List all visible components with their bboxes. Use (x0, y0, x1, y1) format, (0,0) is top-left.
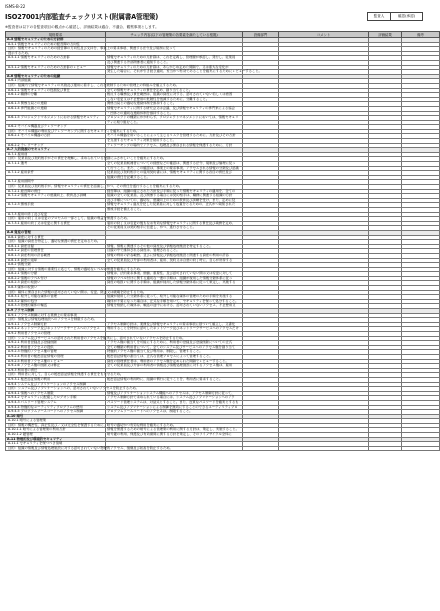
requirement-cell: 提示するため。 (6, 51, 106, 56)
requirement-cell: A.10.1.1 暗号による管理策の利用方針 (6, 428, 106, 433)
requirement-cell: 目的：雇用の終了又は変更のプロセスの一部として、組織の利益を保護するため。 (6, 217, 106, 222)
requirement-cell: 目的：組織内で情報セキュリティの実施及び運用に着手し、これを統制するための管理上の枠組みを確立するため。 (6, 83, 106, 88)
requirement-cell: 目的：組織の情報及び情報処理施設に対する認可されていない物理的アクセス、損傷及び妨害を防止するため。 (6, 446, 106, 451)
check-content-cell: 情報を保護するための暗号による管理策の利用に関する方針は、策定し、実施すること。 (106, 428, 243, 433)
requirement-cell: A.8.1.4 資産の返却 (6, 258, 106, 263)
requirement-cell: A.9.1.1 アクセス制御方針 (6, 322, 106, 327)
approval-date-box: 確認(承認) (390, 12, 423, 21)
check-content-cell: プロジェクトの種類にかかわらず、プロジェクトマネジメントにおいては、情報セキュリ (106, 116, 243, 121)
subsection-row (6, 446, 440, 451)
requirement-cell: 目的：組織に対する情報の重要性に応じて、情報の適切なレベルの保護を確実にするため。 (6, 267, 106, 272)
check-content-cell: 関係当局との適切な連絡体制を維持すること。 (106, 102, 243, 107)
requirement-cell: A.10.1.2 鍵管理 (6, 433, 106, 438)
requirement-cell: A.8.2.2 情報のラベル付け (6, 276, 106, 281)
requirement-cell: A.8.3.3 物理的媒体の輸送 (6, 304, 106, 309)
requirement-cell: A.9.2 利用者アクセスの管理 (6, 332, 106, 337)
check-content-cell: 全ての従業員及び外部の利用者は、雇用、契約又は合意の終了時に、自らが所持する (106, 258, 243, 263)
check-content-cell: 懲戒手続を備えること。 (106, 207, 243, 212)
requirement-cell: A.11 物理的及び環境的セキュリティ (6, 437, 106, 442)
requirement-cell: A.11.1 セキュリティを保つべき領域 (6, 442, 106, 447)
check-content-cell: プログラムソースコードへのアクセスは、制限すること。 (106, 410, 243, 415)
document-title: ISO27001内部監査チェックリスト(附属書A管理策) (5, 13, 159, 21)
check-content-cell: 情報、情報に関連するその他の資産及び情報処理施設を特定すること。 (106, 244, 243, 249)
check-content-cell: 組織の全ての従業員、及び関係する場合には契約相手は、職務に関連する組織の方針 (106, 194, 243, 199)
check-content-cell: 及び関連する外部関係者に通知すること。 (106, 60, 243, 65)
check-content-cell: アクセス制御方針で求められている場合には、システム及びアプリケーションへのアク (106, 396, 243, 401)
requirement-cell: A.9.1.2 ネットワーク及びネットワークサービスへのアクセス (6, 327, 106, 332)
header-remarks: 備考 (402, 32, 440, 38)
checklist-table (5, 31, 440, 451)
check-content-cell: 経営陣は、組織の確立された方針及び手順に従った情報セキュリティの適用を、全ての (106, 189, 243, 194)
check-content-cell: ティに取り組むこと。 (106, 120, 243, 125)
check-content-cell: 情報の利用の許容範囲、並びに情報及び情報処理施設と関連する資産の利用の許容 (106, 253, 243, 258)
requirement-cell: A.9.4.1 情報へのアクセス制限 (6, 391, 106, 396)
requirement-cell: A.8.1.3 資産利用の許容範囲 (6, 253, 106, 258)
check-content-cell: 目録の中で維持される資産は、管理されること。 (106, 249, 243, 254)
requirement-cell: A.8 資産の管理 (6, 230, 106, 235)
header-check-content: チェック内容(以下の管理策の各要素を満たしている根拠) (106, 32, 243, 38)
requirement-cell: A.5 情報セキュリティのための方針群 (6, 38, 106, 43)
requirement-cell: A.7.2.3 懲戒手続 (6, 203, 106, 208)
result-cell[interactable] (369, 446, 402, 451)
requirement-cell: A.9.2.2 利用者アクセスの提供 (6, 345, 106, 350)
requirement-cell: A.8.1.2 資産の管理責任 (6, 249, 106, 254)
comment-cell[interactable] (279, 446, 369, 451)
requirement-cell: A.6.1.5 プロジェクトマネジメントにおける情報セキュリティ (6, 116, 106, 121)
requirement-cell: A.8.3 媒体の取扱い (6, 286, 106, 291)
requirement-cell: 目的：情報セキュリティのための経営陣の方向性及び支持を、事業上の要求事項、関連する法令及び規制に従って (6, 47, 106, 52)
check-content-cell: 情報及びアプリケーションシステム機能へのアクセスは、アクセス制御方針に従って、 (106, 391, 243, 396)
auditor-box: 監査人 (367, 12, 391, 21)
requirement-cell: A.5.1 情報セキュリティのための経営陣の方向性 (6, 42, 106, 47)
requirement-cell: A.9.2.1 利用者登録及び登録削除 (6, 341, 106, 346)
requirement-cell: A.9.2.5 利用者アクセス権のレビュー (6, 359, 106, 364)
check-content-cell: て行うこと。また、この確認は、事業上の要求事項、アクセスされる情報の分類及び認識 (106, 166, 243, 171)
requirement-cell: A.9.4.5 プログラムソースコードへのアクセス制御 (6, 410, 106, 415)
check-content-cell: アクセス権の割当てを可能にするために、利用者の登録及び登録削除についての正式 (106, 341, 243, 346)
requirement-cell: 目的：従業員及び契約相手がその責任を理解し、求められている役割にふさわしいことを確実にするため。 (6, 157, 106, 162)
requirement-cell: A.6.1 内部組織 (6, 79, 106, 84)
check-content-cell: 相反する職務及び責任範囲は、組織の資産に対する、認可されていない若しくは意図 (106, 93, 243, 98)
remarks-cell[interactable] (402, 446, 440, 451)
check-content-cell: 全ての従業員及び外部の利用者の情報及び情報処理施設に対するアクセス権は、雇用 (106, 364, 243, 369)
check-content-cell: モバイル機器を用いることによって生じるリスクを管理するために、方針及びその方針 (106, 134, 243, 139)
check-content-cell: 特権的アクセス権の割当て及び利用は、制限し、管理すること。 (106, 350, 243, 355)
check-content-cell: 組織が採用した分類体系に従って、取外し可能な媒体の管理のための手順を実施する (106, 295, 243, 300)
check-content-cell: 資産の管理責任者は、利用者のアクセス権を定められた間隔でレビューすること。 (106, 359, 243, 364)
check-content-cell: 情報は、法的要求事項、価値、重要性、及び認可されていない開示又は変更に対して (106, 272, 243, 277)
department-cell[interactable] (243, 446, 279, 451)
requirement-cell: A.10 暗号 (6, 414, 106, 419)
requirement-cell: A.8.1.1 資産目録 (6, 244, 106, 249)
requirement-cell: A.6.1.2 職務の分離 (6, 93, 106, 98)
requirement-cell: 目的：組織の資産を特定し、適切な保護の責任を定めるため。 (6, 240, 106, 245)
requirement-cell: A.5.1.2 情報セキュリティのための方針群のレビュー (6, 65, 106, 70)
requirement-cell: A.8.2 情報分類 (6, 263, 106, 268)
check-content-cell: 資産の取扱いに関する手順は、組織が採用した情報分類体系に従って策定し、実施する (106, 281, 243, 286)
requirement-cell: 目的：システム及びアプリケーションへの、認可されていないアクセスを防止するため。 (6, 387, 106, 392)
requirement-cell: A.9.4.2 セキュリティに配慮したログオン手順 (6, 396, 106, 401)
requirement-cell: A.7.3.1 雇用の終了又は変更に関する責任 (6, 221, 106, 226)
header-department: 設備部門 (243, 32, 279, 38)
requirement-cell: 目的：情報及び情報処理施設へのアクセスを制限するため。 (6, 318, 106, 323)
requirement-cell: A.8.1 資産に対する責任 (6, 235, 106, 240)
check-content-cell: アクセス制御方針は、業務及び情報セキュリティの要求事項に基づいて確立し、文書化 (106, 322, 243, 327)
requirement-cell: A.7.2.2 情報セキュリティの意識向上、教育及び訓練 (6, 194, 106, 199)
check-content-cell: 従業員及び契約相手との雇用契約書には、情報セキュリティに関する各自の責任及び (106, 171, 243, 176)
requirement-cell: A.7.1.2 雇用条件 (6, 171, 106, 176)
requirement-cell: A.7 人的資源のセキュリティ (6, 148, 106, 153)
check-content-cell: しない変更又は不正使用の危険性を低減するために、分離すること。 (106, 97, 243, 102)
header-comment: コメント (279, 32, 369, 38)
check-content-cell: 秘密認証情報の割当ては、正式な管理プロセスによって管理すること。 (106, 354, 243, 359)
check-content-cell: 発生した場合に、それが引き続き適切、妥当かつ有効であることを確実にするためにレビューすること。 (107, 69, 262, 74)
check-content-cell: 全ての種類の利用者について、全てのシステム及びサービスへのアクセス権を割り当て (106, 345, 243, 350)
requirement-cell: A.8.3.2 媒体の処分 (6, 299, 106, 304)
requirement-cell: A.6 情報セキュリティのための組織 (6, 74, 106, 79)
check-content-cell: 情報のラベル付けに関する適切な一連の手順は、組織が採用した情報分類体系に従っ (106, 276, 243, 281)
check-content-cell: 情報セキュリティのための方針群は、これを定義し、管理層が承認し、発行し、従業員 (106, 56, 243, 61)
requirement-cell: A.9 アクセス制御 (6, 309, 106, 314)
requirement-cell: A.7.2 雇用期間中 (6, 180, 106, 185)
check-content-cell: 秘密認証情報の利用時に、組織の慣行に従うことを、利用者に要求すること。 (106, 377, 243, 382)
header-result: 評価結果 (369, 32, 402, 38)
requirement-cell: A.7.3 雇用の終了及び変更 (6, 212, 106, 217)
check-content-cell: その従業員又は契約相手に伝達し、かつ、遂行させること。 (106, 226, 243, 231)
requirement-cell: A.8.2.3 資産の取扱い (6, 281, 106, 286)
requirement-cell: A.9.4 システム及びアプリケーションのアクセス制御 (6, 382, 106, 387)
requirement-cell: A.6.1.1 情報セキュリティの役割及び責任 (6, 88, 106, 93)
check-content-cell: テレワーキングの場所でアクセス、処理及び保存される情報を保護するために、方針 (106, 143, 243, 148)
check-content-cell: 全ての情報セキュリティの責任を定め、割り当てること。 (106, 88, 243, 93)
requirement-cell: 目的：システム及びサービスへの認可された利用者のアクセスを確実にし、認可されていないアクセスを防止するため。 (6, 336, 106, 341)
check-content-cell: 情報セキュリティのための方針群は、あらかじめ定めた間隔で、又は重大な変化が (106, 65, 243, 70)
check-content-cell: 利用することを特別に認可したネットワーク及びネットワークサービスへのアクセスだけ (106, 327, 243, 332)
requirement-cell: A.5.1.1 情報セキュリティのための方針群 (6, 56, 106, 61)
requirement-cell: 目的：モバイル機器の利用及びテレワーキングに関するセキュリティを確実にするため。 (6, 129, 106, 134)
requirement-cell: A.9.3 利用者の責任 (6, 368, 106, 373)
requirement-cell: A.8.2.1 情報の分類 (6, 272, 106, 277)
requirement-cell: A.10.1 暗号による管理策 (6, 419, 106, 424)
requirement-cell: A.6.1.3 関係当局との連絡 (6, 102, 106, 107)
requirement-cell: 目的：情報の機密性、真正性及び／又は完全性を保護するために、暗号の適切かつ有効な利用を確実にするため。 (6, 423, 106, 428)
requirement-cell: 目的：従業員及び契約相手が、情報セキュリティの責任を認識し、かつ、その責任を遂行することを確実にするため。 (6, 185, 106, 190)
requirement-cell: A.7.1 雇用前 (6, 152, 106, 157)
check-content-cell: パスワード管理システムは、対話式とすること。また、良質なパスワードを確実とするも (106, 400, 243, 405)
requirement-cell: A.6.1.4 専門組織との連絡 (6, 106, 106, 111)
requirement-cell: A.7.2.1 経営陣の責任 (6, 189, 106, 194)
check-content-cell: を支援するセキュリティ対策を採用すること。 (106, 139, 243, 144)
check-content-cell: ・団体との適切な連絡体制を維持すること。 (106, 111, 243, 116)
header-requirement: 規格要求 (6, 32, 106, 38)
check-content-cell: システム及びアプリケーションによる制御を無効にすることのできるユーティリティプロ (106, 405, 243, 410)
requirement-cell: A.6.2.2 テレワーキング (6, 143, 106, 148)
requirement-cell: A.9.4.4 特権的なユーティリティプログラムの使用 (6, 405, 106, 410)
check-content-cell: 全ての従業員候補者についての経歴などの確認は、関連する法令、規制及び倫理に従っ (106, 162, 243, 167)
check-content-cell: 情報セキュリティ違反を犯した従業員に対して処置をとるための、正式かつ周知された (106, 203, 243, 208)
check-content-cell: 情報を格納した媒体は、輸送の途中における、認可されていないアクセス、不正使用又 (106, 304, 243, 309)
check-content-cell: 情報セキュリティに関する研究会又は会議、及び情報セキュリティの専門家による協会 (106, 106, 243, 111)
check-content-cell: 媒体が不要になった場合は、正式な手順を用いて、セキュリティを保って処分すること。 (106, 299, 243, 304)
check-content-cell: 及び手順についての、適切な、意識向上のための教育及び訓練を受け、また、定めに従 (106, 198, 243, 203)
requirement-cell: A.9.2.6 アクセス権の削除又は修正 (6, 364, 106, 369)
check-content-cell: 雇用の終了又は変更の後もなお有効な情報セキュリティに関する責任及び義務を定め、 (106, 221, 243, 226)
requirement-cell: A.9.4.3 パスワード管理システム (6, 400, 106, 405)
requirement-cell: A.6.2 モバイル機器及びテレワーキング (6, 125, 106, 130)
requirement-cell: A.6.2.1 モバイル機器の方針 (6, 134, 106, 139)
requirement-cell: A.8.3.1 取外し可能な媒体の管理 (6, 295, 106, 300)
check-content-cell: 暗号鍵の利用、保護及び有効期間に関する方針を策定し、そのライフサイクル全体に (106, 433, 243, 438)
requirement-cell: A.9.1 アクセス制御に対する業務上の要求事項 (6, 313, 106, 318)
requirement-cell: A.9.2.4 利用者の秘密認証情報の管理 (6, 354, 106, 359)
requirement-cell: 目的：利用者に対して、自らの秘密認証情報を保護する責任をもたせるため。 (6, 373, 106, 378)
requirement-cell: A.9.2.3 特権的アクセス権の管理 (6, 350, 106, 355)
instruction-note: ※監査者は以下の各監査項目の観点から確認し、評価結果は適合、不適合、観察事項とします。 (5, 25, 159, 29)
requirement-cell: A.9.3.1 秘密認証情報の利用 (6, 377, 106, 382)
document-id: ISMS-B-22 (5, 4, 26, 9)
requirement-cell: 目的：媒体に保存された情報の認可されていない開示、変更、除去又は破壊を防止するため。 (6, 290, 106, 295)
requirement-cell: A.7.1.1 選考 (6, 162, 106, 167)
check-content-cell: 組織の責任を記載すること。 (106, 175, 243, 180)
